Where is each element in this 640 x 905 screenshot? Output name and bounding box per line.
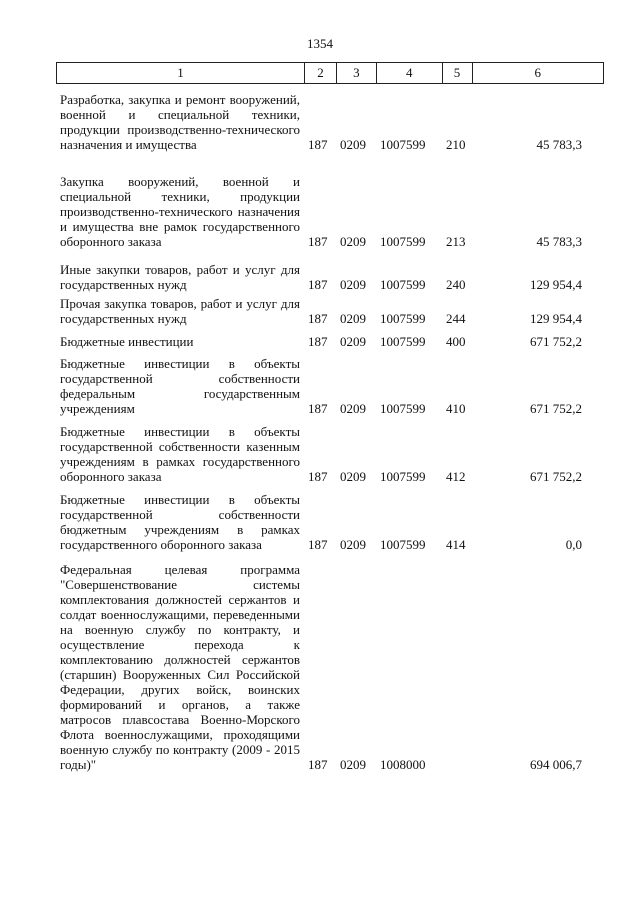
row-code-expense: 414 <box>446 537 466 552</box>
row-code-section: 0209 <box>340 757 366 772</box>
table-row <box>60 562 582 772</box>
row-description: Иные закупки товаров, работ и услуг для государственных нужд <box>60 262 300 292</box>
row-description: Бюджетные инвестиции <box>60 334 194 349</box>
header-col-4: 4 <box>376 63 442 83</box>
table-row <box>60 92 582 152</box>
table-row <box>60 296 582 326</box>
row-code-section: 0209 <box>340 401 366 416</box>
table-header <box>56 62 604 84</box>
row-code-chapter: 187 <box>308 334 328 349</box>
row-code-target: 1007599 <box>380 469 426 484</box>
row-code-expense <box>446 757 476 772</box>
row-code-target: 1007599 <box>380 311 426 326</box>
row-code-target: 1007599 <box>380 234 426 249</box>
row-code-chapter: 187 <box>308 234 328 249</box>
row-code-section: 0209 <box>340 334 366 349</box>
row-description: Бюджетные инвестиции в объекты государственной собственности бюджетным учреждениям в рамках государственного оборонного заказа <box>60 492 300 552</box>
row-amount: 129 954,4 <box>530 311 582 326</box>
header-col-5: 5 <box>442 63 472 83</box>
row-code-target: 1007599 <box>380 401 426 416</box>
row-code-chapter: 187 <box>308 469 328 484</box>
row-code-chapter: 187 <box>308 277 328 292</box>
row-code-section: 0209 <box>340 277 366 292</box>
row-code-section: 0209 <box>340 537 366 552</box>
table-row <box>60 262 582 292</box>
row-code-target: 1007599 <box>380 277 426 292</box>
row-amount: 129 954,4 <box>530 277 582 292</box>
table-row <box>60 356 582 416</box>
header-col-1: 1 <box>177 65 184 80</box>
row-code-section: 0209 <box>340 234 366 249</box>
row-code-expense: 400 <box>446 334 466 349</box>
header-col-6: 6 <box>472 63 604 83</box>
row-code-expense: 213 <box>446 234 466 249</box>
row-description: Бюджетные инвестиции в объекты государственной собственности казенным учреждениям в рамках государственного оборонного заказа <box>60 424 300 484</box>
row-amount: 0,0 <box>565 537 582 552</box>
row-description: Бюджетные инвестиции в объекты государственной собственности федеральным государственным учреждениям <box>60 356 300 416</box>
row-code-chapter: 187 <box>308 137 328 152</box>
row-code-chapter: 187 <box>308 311 328 326</box>
row-code-target: 1007599 <box>380 137 426 152</box>
header-col-3: 3 <box>336 63 376 83</box>
row-code-section: 0209 <box>340 469 366 484</box>
table-row <box>60 334 582 349</box>
row-code-expense: 412 <box>446 469 466 484</box>
row-code-target: 1007599 <box>380 537 426 552</box>
row-code-expense: 240 <box>446 277 466 292</box>
row-amount: 671 752,2 <box>530 334 582 349</box>
row-amount: 671 752,2 <box>530 401 582 416</box>
row-code-expense: 410 <box>446 401 466 416</box>
row-code-section: 0209 <box>340 311 366 326</box>
row-description: Прочая закупка товаров, работ и услуг для государственных нужд <box>60 296 300 326</box>
row-description: Федеральная целевая программа "Совершенствование системы комплектования должностей сержантов и солдат военнослужащими, переведенными на военную службу по контракту, и осуществление перехода к комплектованию должностей сержантов (старшин) Вооруженных Сил Российской Федерации, других войск, воинских формирований и органов, а также матросов плавсостава Военно-Морского Флота военнослужащими, проходящими военную службу по контракту (2009 - 2015 годы)" <box>60 562 300 772</box>
row-description: Разработка, закупка и ремонт вооружений, военной и специальной техники, продукции производственно-технического назначения и имущества <box>60 92 300 152</box>
row-code-expense: 210 <box>446 137 466 152</box>
row-description: Закупка вооружений, военной и специальной техники, продукции производственно-технического назначения и имущества вне рамок государственного оборонного заказа <box>60 174 300 249</box>
table-row <box>60 492 582 552</box>
row-code-target: 1007599 <box>380 334 426 349</box>
page-number: 1354 <box>307 36 333 51</box>
row-amount: 694 006,7 <box>530 757 582 772</box>
row-code-target: 1008000 <box>380 757 426 772</box>
table-row <box>60 424 582 484</box>
row-amount: 45 783,3 <box>536 137 582 152</box>
row-amount: 45 783,3 <box>536 234 582 249</box>
row-code-chapter: 187 <box>308 757 328 772</box>
row-code-chapter: 187 <box>308 401 328 416</box>
row-code-section: 0209 <box>340 137 366 152</box>
row-code-expense: 244 <box>446 311 466 326</box>
row-amount: 671 752,2 <box>530 469 582 484</box>
header-col-2: 2 <box>304 63 336 83</box>
table-row <box>60 174 582 249</box>
row-code-chapter: 187 <box>308 537 328 552</box>
